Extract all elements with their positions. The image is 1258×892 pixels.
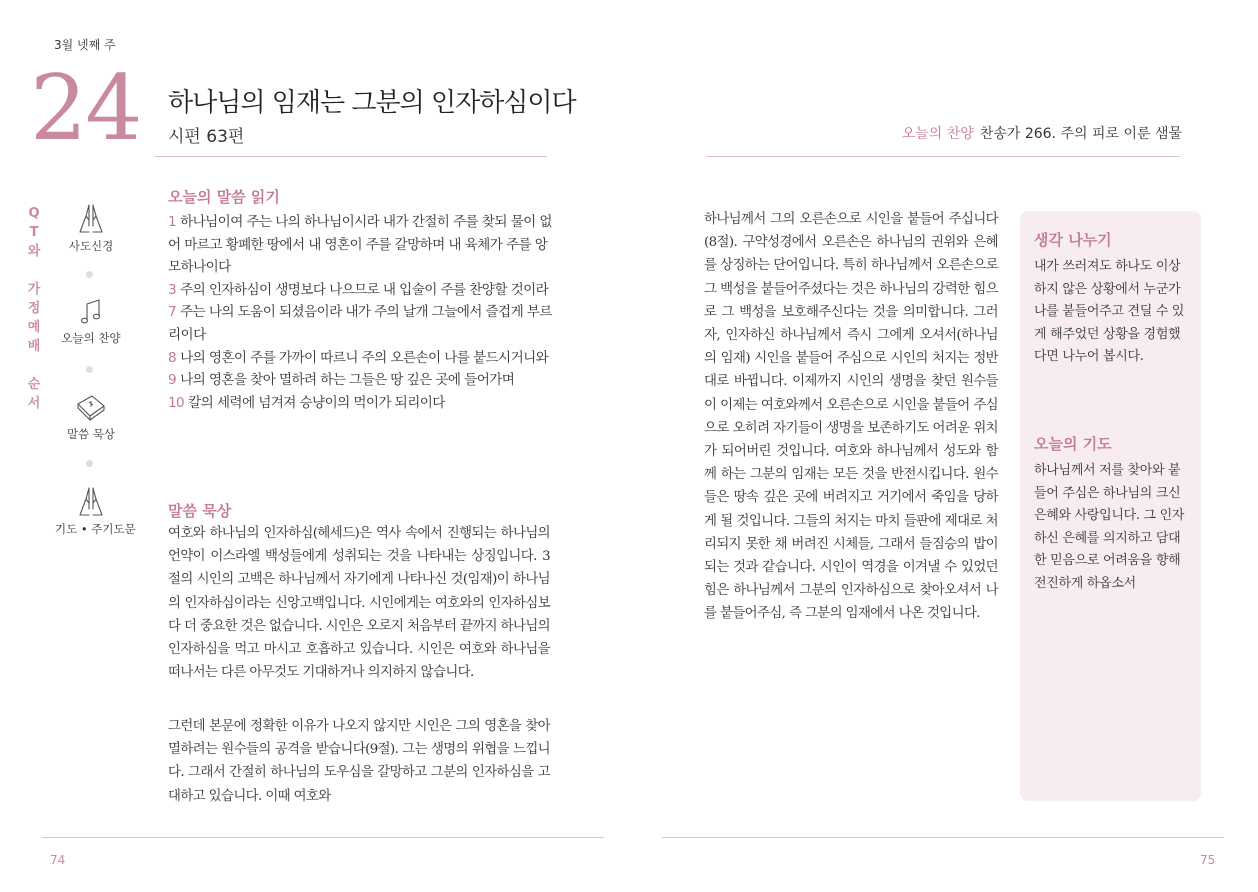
music-note-icon [76, 296, 106, 328]
sharing-heading: 생각 나누기 [1034, 231, 1112, 249]
side-char [25, 356, 43, 375]
todays-praise [902, 123, 1182, 143]
step-label: 기도 • 주기도문 [55, 522, 136, 536]
verse-number: 8 [168, 349, 177, 366]
verse [168, 392, 552, 415]
side-char: T [29, 225, 39, 240]
verse-text: 칼의 세력에 넘겨져 승냥이의 먹이가 되리이다 [188, 394, 445, 411]
step-separator-dot [86, 271, 93, 278]
verse-text: 주는 나의 도움이 되셨음이라 내가 주의 날개 그늘에서 즐겁게 부르리이다 [168, 304, 552, 343]
step-label: 사도신경 [68, 239, 114, 253]
verse-number: 9 [168, 372, 177, 389]
verse [168, 279, 552, 302]
side-char [25, 261, 43, 280]
verse-text: 나의 영혼이 주를 가까이 따르니 주의 오른손이 나를 붙드시거니와 [180, 349, 549, 366]
side-char: 정 [27, 301, 41, 316]
verse-text: 주의 인자하심이 생명보다 나으므로 내 입술이 주를 찬양할 것이라 [180, 281, 549, 298]
step-separator-dot [86, 460, 93, 467]
meditation-paragraph-3: 하나님께서 그의 오른손으로 시인을 붙들어 주십니다(8절). 구약성경에서 오른손은 하나님의 권위와 은혜를 상징하는 단어입니다. 특히 하나님께서 오른손으로 그 백성을 붙들어주셨다는 것은 하나님의 강력한 힘으로 그 백성을 보호해주신다는 것을 의미합니다. 그러자, 인자하신 하나님께서 즉시 그에게 오셔서(하나님의 임재) 시인을 붙들어 주심으로 시인의 처지는 정반대로 바뀝니다. 이제까지 시인의 생명을 찾던 원수들이 이제는 여호와께서 오른손으로 시인을 붙들어 주심으로 오히려 자기들이 생명을 보존하기도 어려운 위치가 되어버린 것입니다. 여호와 하나님께서 성도와 함께 하는 그분의 임재는 모든 것을 반전시킵니다. 원수들은 땅속 깊은 곳에 버려지고 거기에서 죽임을 당하게 될 것입니다. 그들의 처지는 마치 들판에 제대로 처리되지 못한 채 버려진 시체들, 그래서 들짐승의 밥이 되는 것과 같습니다. 시인이 역경을 이겨낼 수 있었던 힘은 하나님께서 그분의 인자하심으로 찾아오셔서 나를 붙들어주심, 즉 그분의 임재에서 나온 것입니다. [704, 212, 998, 622]
sharing-text: 내가 쓰러져도 하나도 이상하지 않은 상황에서 누군가 나를 붙들어주고 견딜 수 있게 해주었던 상황을 경험했다면 나누어 봅시다. [1034, 259, 1185, 365]
side-char: 가 [27, 282, 41, 297]
step-label: 오늘의 찬양 [61, 331, 121, 345]
step-apostles-creed [55, 202, 127, 254]
step-todays-praise [55, 296, 127, 346]
verse-list [168, 211, 552, 414]
header-divider-left [155, 156, 547, 157]
verse-number: 3 [168, 281, 177, 298]
side-char: Q [28, 206, 40, 221]
passage-reference: 시편 63편 [168, 127, 245, 147]
bible-icon [74, 392, 108, 424]
meditation-paragraph-2: 그런데 본문에 정확한 이유가 나오지 않지만 시인은 그의 영혼을 찾아 멸하려는 원수들의 공격을 받습니다(9절). 그는 생명의 위협을 느낍니다. 그래서 간절히 하나님의 도우심을 갈망하고 그분의 인자하심을 고대하고 있습니다. 이때 여호와 [168, 719, 550, 804]
verse-number: 1 [168, 214, 177, 230]
page-title: 하나님의 임재는 그분의 인자하심이다 [168, 88, 576, 118]
page-number-left: 74 [50, 853, 66, 867]
praying-hands-icon [76, 485, 106, 519]
verse [168, 347, 552, 370]
side-char: 서 [27, 396, 41, 411]
praise-label: 오늘의 찬양 [901, 126, 974, 142]
verse-number: 10 [168, 394, 185, 411]
verse-number: 7 [168, 304, 177, 321]
side-char: 배 [27, 339, 41, 354]
meditation-paragraph-1: 여호와 하나님의 인자하심(헤세드)은 역사 속에서 진행되는 하나님의 언약이 이스라엘 백성들에게 성취되는 것을 나타내는 상징입니다. 3절의 시인의 고백은 하나님께서 자기에게 나타나신 것(임재)이 하나님의 인자하심이라는 신앙고백입니다. 시인에게는 여호와의 인자하심보다 더 중요한 것은 없습니다. 시인은 오로지 처음부터 끝까지 하나님의 인자하심을 먹고 마시고 호흡하고 있습니다. 시인은 여호와 하나님을 떠나서는 다른 아무것도 기대하거나 의지하지 않습니다. [168, 526, 550, 681]
step-label: 말씀 묵상 [66, 427, 116, 441]
verse [168, 369, 552, 392]
sharing-prayer-box [1020, 211, 1201, 801]
verse-text: 나의 영혼을 찾아 멸하려 하는 그들은 땅 깊은 곳에 들어가며 [180, 372, 515, 389]
day-number: 24 [30, 56, 141, 161]
header-divider-right [706, 156, 1180, 157]
step-word-meditation [55, 392, 127, 442]
verse [168, 211, 552, 279]
step-prayer [55, 485, 136, 537]
meditation-heading: 말씀 묵상 [168, 502, 232, 520]
reading-heading: 오늘의 말씀 읽기 [168, 188, 280, 206]
side-char: 예 [27, 320, 41, 335]
footer-divider-right [662, 837, 1224, 838]
footer-divider-left [42, 837, 604, 838]
praise-value: 찬송가 266. 주의 피로 이룬 샘물 [979, 126, 1182, 142]
page-number-right: 75 [1200, 853, 1216, 867]
side-char: 와 [27, 244, 41, 259]
verse [168, 301, 552, 346]
prayer-text: 하나님께서 저를 찾아와 붙들어 주심은 하나님의 크신 은혜와 사랑입니다. 그 인자하신 은혜를 의지하고 담대한 믿음으로 어려움을 향해 전진하게 하옵소서 [1034, 463, 1185, 591]
verse-text: 하나님이여 주는 나의 하나님이시라 내가 간절히 주를 찾되 물이 없어 마르고 황폐한 땅에서 내 영혼이 주를 갈망하며 내 육체가 주를 앙모하나이다 [168, 214, 552, 276]
week-label: 3월 넷째 주 [54, 38, 116, 52]
praying-hands-icon [76, 202, 106, 236]
prayer-heading: 오늘의 기도 [1034, 435, 1112, 453]
qt-family-worship-order-label [25, 204, 43, 413]
side-char: 순 [27, 377, 41, 392]
step-separator-dot [86, 366, 93, 373]
